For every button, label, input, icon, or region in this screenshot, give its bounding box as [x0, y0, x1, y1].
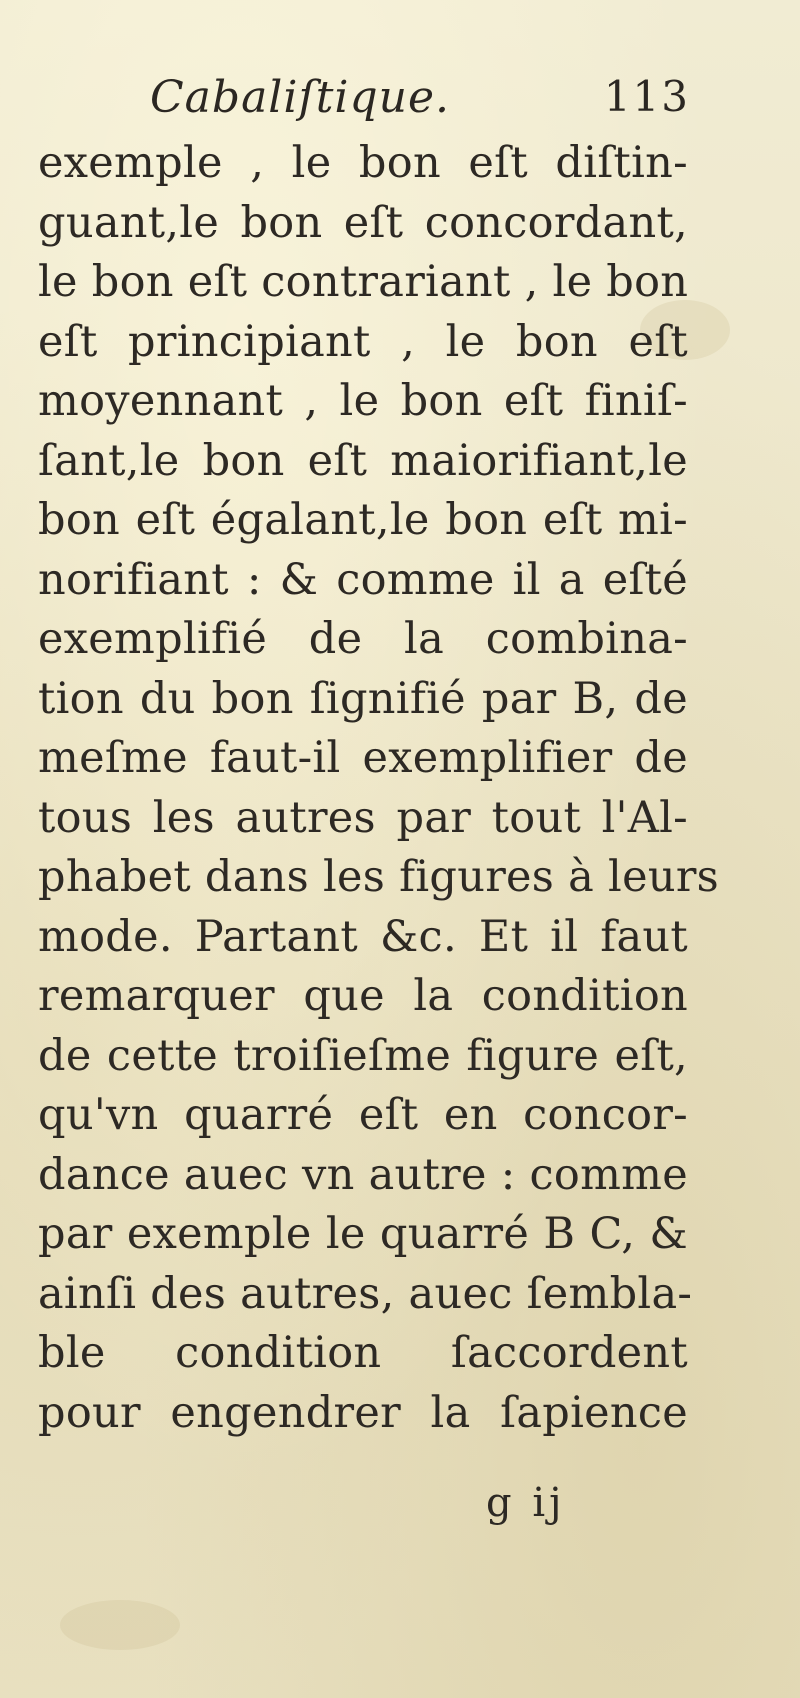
signature-mark: g ij — [486, 1480, 566, 1526]
running-title: Cabaliſtique. — [150, 72, 451, 123]
text-line: qu'vn quarré eſt en concor- — [38, 1090, 688, 1140]
page-header — [150, 72, 690, 132]
text-line: norifiant : & comme il a eſté — [38, 554, 688, 605]
text-line: eſt principiant , le bon eſt — [38, 316, 688, 367]
text-line: ble condition ſaccordent — [38, 1328, 688, 1378]
text-line: bon eſt égalant,le bon eſt mi- — [38, 495, 688, 545]
text-line: tion du bon ſignifié par B, de — [38, 673, 688, 724]
text-line: ſant,le bon eſt maiorifiant,le — [38, 435, 688, 486]
page-number: 113 — [603, 72, 690, 121]
text-line: moyennant , le bon eſt finiſ- — [38, 376, 688, 426]
text-line: pour engendrer la ſapience — [38, 1387, 688, 1438]
text-line: mode. Partant &c. Et il faut — [38, 911, 688, 962]
text-line: de cette troiſieſme figure eſt, — [38, 1030, 688, 1081]
text-line: dance auec vn autre : comme — [38, 1149, 688, 1200]
text-line: guant,le bon eſt concordant, — [38, 197, 688, 248]
text-line: par exemple le quarré B C, & — [38, 1209, 688, 1259]
text-line: exemplifié de la combina- — [38, 614, 688, 664]
text-line: ainſi des autres, auec ſembla- — [38, 1268, 693, 1319]
text-line: remarquer que la condition — [38, 971, 688, 1021]
body-text — [38, 134, 720, 1443]
text-line: tous les autres par tout l'Al- — [38, 792, 688, 843]
text-line: meſme faut-il exemplifier de — [38, 733, 688, 783]
text-line: exemple , le bon eſt diſtin- — [38, 138, 688, 188]
text-line: le bon eſt contrariant , le bon — [38, 257, 689, 307]
paper-stain — [60, 1600, 180, 1650]
text-line: phabet dans les figures à leurs — [38, 852, 720, 902]
